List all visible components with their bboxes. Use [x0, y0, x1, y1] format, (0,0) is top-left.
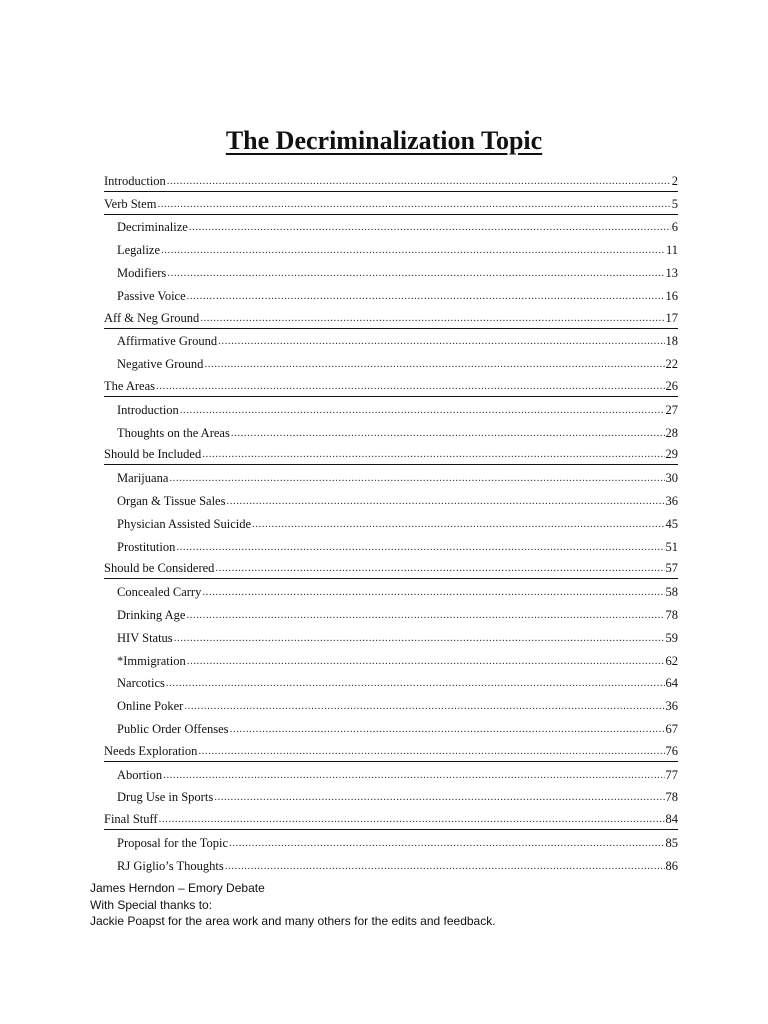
toc-dot-leader [252, 517, 664, 532]
toc-entry-page-number: 59 [665, 630, 678, 645]
toc-entry-page-number: 86 [665, 858, 678, 873]
toc-subsection-entry[interactable] [104, 329, 678, 352]
toc-entry-label: Marijuana [117, 471, 169, 486]
toc-dot-leader [163, 768, 664, 783]
toc-entry-page-number: 45 [665, 516, 678, 531]
toc-entry-label: *Immigration [117, 653, 186, 668]
toc-dot-leader [187, 654, 665, 669]
toc-dot-leader [230, 722, 665, 737]
toc-entry-page-number: 16 [665, 288, 678, 303]
toc-entry-page-number: 5 [671, 196, 678, 211]
toc-section-entry[interactable] [104, 557, 678, 580]
toc-subsection-entry[interactable] [104, 602, 678, 625]
toc-entry-page-number: 36 [665, 493, 678, 508]
toc-entry-label: Should be Considered [104, 561, 215, 576]
toc-entry-page-number: 13 [665, 265, 678, 280]
document-footer [90, 880, 710, 930]
toc-dot-leader [176, 540, 664, 555]
toc-dot-leader [161, 243, 665, 258]
toc-entry-label: Thoughts on the Areas [117, 425, 230, 440]
toc-entry-page-number: 78 [665, 607, 678, 622]
toc-entry-page-number: 62 [665, 653, 678, 668]
toc-section-entry[interactable] [104, 192, 678, 215]
toc-entry-page-number: 17 [665, 310, 678, 325]
toc-subsection-entry[interactable] [104, 716, 678, 739]
toc-entry-page-number: 6 [671, 220, 678, 235]
toc-subsection-entry[interactable] [104, 511, 678, 534]
toc-dot-leader [229, 836, 664, 851]
toc-entry-page-number: 27 [665, 402, 678, 417]
toc-dot-leader [169, 471, 664, 486]
toc-entry-page-number: 30 [665, 471, 678, 486]
toc-subsection-entry[interactable] [104, 830, 678, 853]
toc-entry-page-number: 77 [665, 767, 678, 782]
toc-dot-leader [174, 631, 665, 646]
toc-subsection-entry[interactable] [104, 671, 678, 694]
toc-entry-label: Negative Ground [117, 357, 204, 372]
toc-subsection-entry[interactable] [104, 465, 678, 488]
toc-entry-page-number: 22 [665, 357, 678, 372]
toc-entry-label: Physician Assisted Suicide [117, 516, 252, 531]
toc-entry-page-number: 18 [665, 334, 678, 349]
toc-entry-label: Verb Stem [104, 196, 157, 211]
toc-entry-label: Concealed Carry [117, 585, 202, 600]
toc-subsection-entry[interactable] [104, 785, 678, 808]
toc-section-entry[interactable] [104, 374, 678, 397]
toc-dot-leader [167, 174, 671, 189]
toc-entry-page-number: 36 [665, 699, 678, 714]
toc-entry-page-number: 64 [665, 676, 678, 691]
toc-dot-leader [157, 197, 670, 212]
toc-entry-page-number: 29 [665, 447, 678, 462]
toc-dot-leader [215, 561, 664, 576]
toc-dot-leader [218, 334, 664, 349]
toc-entry-label: Modifiers [117, 265, 167, 280]
toc-entry-page-number: 51 [665, 539, 678, 554]
toc-entry-label: Organ & Tissue Sales [117, 493, 226, 508]
toc-dot-leader [189, 220, 671, 235]
toc-dot-leader [167, 266, 664, 281]
toc-subsection-entry[interactable] [104, 579, 678, 602]
toc-subsection-entry[interactable] [104, 283, 678, 306]
toc-subsection-entry[interactable] [104, 648, 678, 671]
toc-dot-leader [202, 585, 664, 600]
toc-entry-page-number: 26 [665, 378, 678, 393]
toc-dot-leader [156, 379, 664, 394]
toc-section-entry[interactable] [104, 739, 678, 762]
toc-dot-leader [231, 426, 665, 441]
footer-thanks-text: Jackie Poapst for the area work and many others for the edits and feedback. [90, 914, 496, 928]
table-of-contents [104, 169, 678, 876]
toc-subsection-entry[interactable] [104, 488, 678, 511]
toc-entry-page-number: 58 [665, 585, 678, 600]
toc-subsection-entry[interactable] [104, 351, 678, 374]
toc-entry-label: Aff & Neg Ground [104, 310, 200, 325]
toc-entry-label: Should be Included [104, 447, 202, 462]
toc-entry-page-number: 28 [665, 425, 678, 440]
document-title-text: The Decriminalization Topic [225, 126, 543, 155]
toc-entry-label: RJ Giglio’s Thoughts [117, 858, 224, 873]
toc-entry-page-number: 84 [665, 812, 678, 827]
toc-entry-page-number: 11 [665, 243, 678, 258]
toc-subsection-entry[interactable] [104, 625, 678, 648]
toc-dot-leader [180, 403, 665, 418]
toc-entry-label: Proposal for the Topic [117, 835, 229, 850]
toc-entry-label: Public Order Offenses [117, 721, 229, 736]
toc-dot-leader [204, 357, 664, 372]
toc-subsection-entry[interactable] [104, 420, 678, 443]
toc-entry-label: Needs Exploration [104, 743, 198, 758]
toc-subsection-entry[interactable] [104, 237, 678, 260]
toc-entry-page-number: 78 [665, 790, 678, 805]
toc-subsection-entry[interactable] [104, 260, 678, 283]
footer-author: James Herndon – Emory Debate [90, 881, 265, 895]
toc-dot-leader [226, 494, 664, 509]
toc-entry-label: Prostitution [117, 539, 176, 554]
toc-section-entry[interactable] [104, 807, 678, 830]
toc-entry-label: Drug Use in Sports [117, 790, 214, 805]
toc-entry-label: Final Stuff [104, 812, 158, 827]
toc-dot-leader [202, 447, 664, 462]
toc-dot-leader [186, 608, 664, 623]
toc-entry-label: Introduction [117, 402, 179, 417]
toc-section-entry[interactable] [104, 443, 678, 466]
toc-entry-label: Passive Voice [117, 288, 186, 303]
toc-entry-label: Affirmative Ground [117, 334, 218, 349]
toc-dot-leader [159, 812, 665, 827]
toc-section-entry[interactable] [104, 306, 678, 329]
toc-dot-leader [184, 699, 664, 714]
toc-dot-leader [198, 744, 664, 759]
toc-dot-leader [214, 790, 664, 805]
toc-entry-label: Decriminalize [117, 220, 188, 235]
toc-subsection-entry[interactable] [104, 215, 678, 238]
toc-entry-page-number: 67 [665, 721, 678, 736]
toc-section-entry[interactable] [104, 169, 678, 192]
toc-entry-label: Online Poker [117, 699, 184, 714]
toc-entry-label: The Areas [104, 378, 156, 393]
toc-dot-leader [200, 311, 664, 326]
toc-entry-label: Narcotics [117, 676, 165, 691]
toc-dot-leader [225, 859, 665, 874]
toc-entry-label: Drinking Age [117, 607, 186, 622]
toc-entry-label: HIV Status [117, 630, 173, 645]
toc-subsection-entry[interactable] [104, 762, 678, 785]
footer-thanks-heading: With Special thanks to: [90, 897, 213, 912]
toc-dot-leader [166, 676, 665, 691]
toc-entry-page-number: 2 [671, 173, 678, 188]
toc-subsection-entry[interactable] [104, 534, 678, 557]
toc-dot-leader [187, 289, 665, 304]
toc-subsection-entry[interactable] [104, 693, 678, 716]
toc-entry-page-number: 57 [665, 561, 678, 576]
toc-subsection-entry[interactable] [104, 853, 678, 876]
toc-entry-label: Legalize [117, 243, 161, 258]
toc-entry-page-number: 85 [665, 835, 678, 850]
toc-entry-page-number: 76 [665, 743, 678, 758]
toc-entry-label: Abortion [117, 767, 163, 782]
document-title [0, 122, 768, 160]
toc-entry-label: Introduction [104, 173, 166, 188]
toc-subsection-entry[interactable] [104, 397, 678, 420]
